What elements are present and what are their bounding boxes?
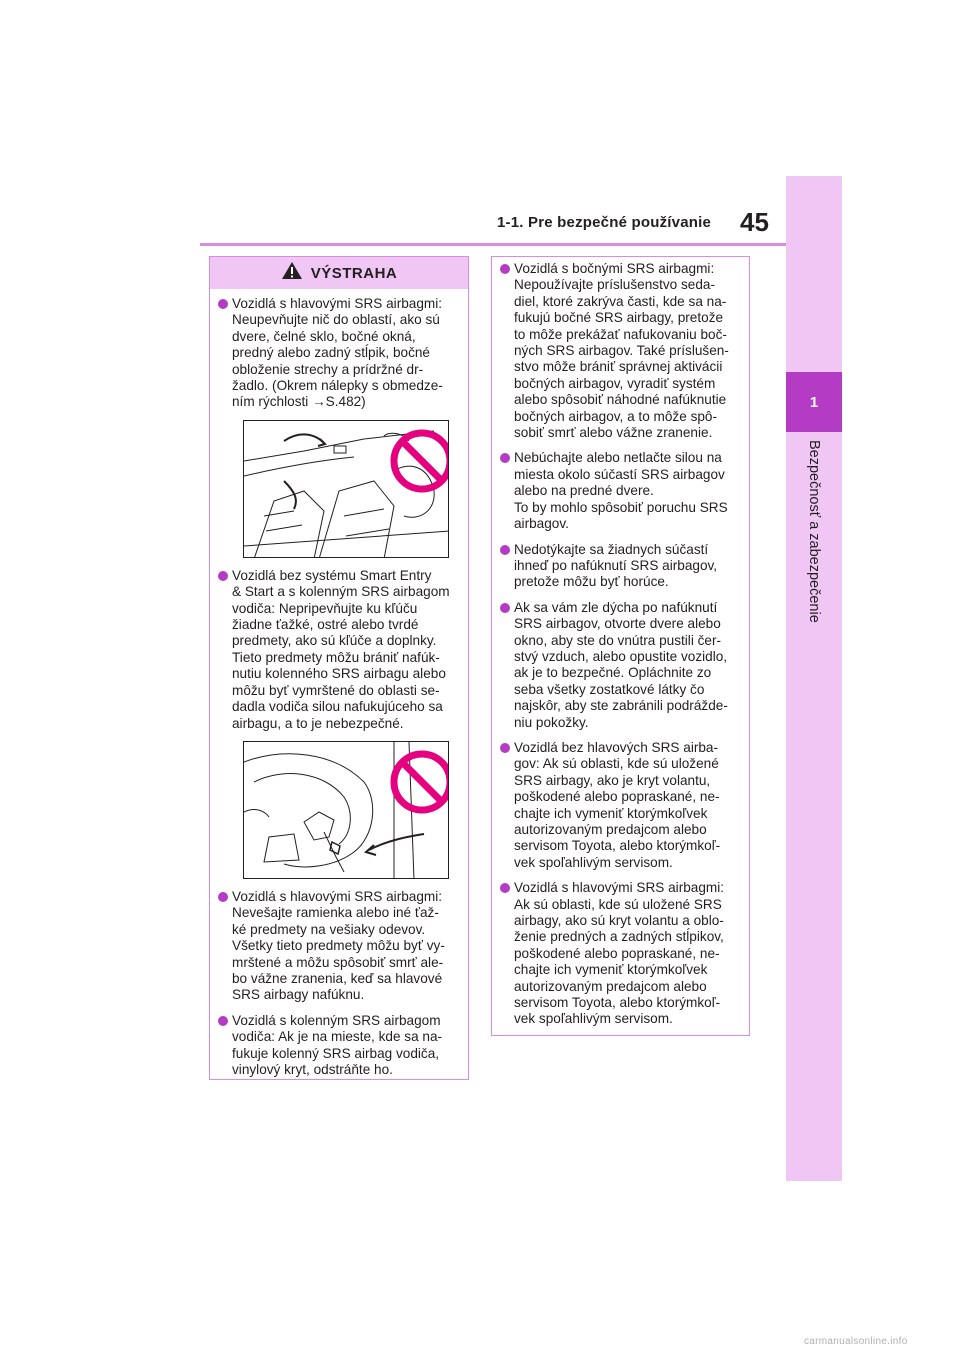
section-title: 1-1. Pre bezpečné používanie xyxy=(497,214,712,231)
footer-watermark: carmanualsonline.info xyxy=(804,1336,908,1347)
item-text: Nedotýkajte sa žiadnych súčastí ihneď po nafúknutí SRS airbagov, pretože môžu byť horúce. xyxy=(514,541,718,590)
list-item xyxy=(218,889,462,1004)
list-item xyxy=(500,542,743,591)
prohibited-icon xyxy=(394,433,449,489)
list-item xyxy=(500,261,743,441)
bullet-icon xyxy=(500,453,510,463)
item-text: Vozidlá bez systému Smart Entry & Start a s kolenným SRS airbagom vodiča: Nepripevňujte ku kľúču žiadne ťažké, ostré alebo tvrdé predmety, ako sú kľúče a doplnky. Tieto predmety môžu brániť nafúk- nutiu kolenného SRS airbagu alebo môžu byť vymrštené do oblasti se- dadla vodiča silou nafukujúceho sa airbagu, a to je nebezpečné. xyxy=(232,567,450,731)
list-item xyxy=(500,450,743,532)
warning-box-left xyxy=(209,256,469,1080)
chapter-label: Bezpečnosť a zabezpečenie xyxy=(806,440,822,623)
item-text: Nebúchajte alebo netlačte silou na miesta okolo súčastí SRS airbagov alebo na predné dvere. To by mohlo spôsobiť poruchu SRS airbagov. xyxy=(514,450,728,532)
list-item xyxy=(500,600,743,731)
bullet-icon xyxy=(218,299,228,309)
illustration-key-knee-airbag xyxy=(243,741,449,879)
warning-triangle-icon xyxy=(281,261,303,285)
item-text: Ak sa vám zle dýcha po nafúknutí SRS airbagov, otvorte dvere alebo okno, aby ste do vnútra pustili čer- stvý vzduch, alebo opustite vozidlo, ak je to bezpečné. Opláchnite zo seba všetky zostatkové látky čo najskôr, aby ste zabránili podrážde- niu pokožky. xyxy=(514,599,728,730)
bullet-icon xyxy=(218,1016,228,1026)
list-item xyxy=(218,296,462,411)
bullet-icon xyxy=(500,264,510,274)
bullet-icon xyxy=(500,883,510,893)
list-item xyxy=(218,1013,462,1079)
warning-title: VÝSTRAHA xyxy=(310,264,398,282)
steering-key-illustration xyxy=(244,742,449,879)
bullet-icon xyxy=(500,743,510,753)
illustration-head-airbag-area xyxy=(243,420,449,558)
warning-header xyxy=(210,257,468,289)
item-text: Vozidlá s kolenným SRS airbagom vodiča: Ak je na mieste, kde sa na- fukuje kolenný SRS airbag vodiča, vinylový kryt, odstráňte ho. xyxy=(232,1012,443,1077)
bullet-icon xyxy=(218,571,228,581)
bullet-icon xyxy=(500,603,510,613)
item-text: Vozidlá s hlavovými SRS airbagmi: Ak sú oblasti, kde sú uložené SRS airbagy, ako sú kryt volantu a oblo- ženie predných a zadných stĺpikov, poškodené alebo popraskané, ne- chajte ich vymeniť ktorýmkoľvek autorizovaným predajcom alebo servisom Toyota, alebo ktorýmkoľ- vek spoľahlivým servisom. xyxy=(514,880,725,1027)
item-text: Vozidlá s hlavovými SRS airbagmi: Nevešajte ramienka alebo iné ťaž- ké predmety na vešiaky odevov. Všetky tieto predmety môžu byť vy- mrštené a môžu spôsobiť smrť ale- bo vážne zranenia, keď sa hlavové SRS airbagy nafúknu. xyxy=(232,888,445,1003)
item-text: Vozidlá s bočnými SRS airbagmi: Nepoužívajte príslušenstvo seda- diel, ktoré zakrýva časti, kde sa na- fukujú bočné SRS airbagy, pretože to môže prekážať nafukovaniu boč- ných SRS airbagov. Také príslušen- stvo môže brániť správnej aktivácii bočných airbagov, vyradiť systém alebo spôsobiť náhodné nafúknutie bočných airbagov, a to môže spô- sobiť smrť alebo vážne zranenie. xyxy=(514,261,729,441)
chapter-number-tab: 1 xyxy=(786,372,842,432)
list-item xyxy=(500,880,743,1028)
side-tab-strip xyxy=(786,176,842,1181)
bullet-icon xyxy=(218,892,228,902)
item-text: Vozidlá bez hlavových SRS airba- gov: Ak sú oblasti, kde sú uložené SRS airbagy, ako je kryt volantu, poškodené alebo popraskané, ne- chajte ich vymeniť ktorýmkoľvek autorizovaným predajcom alebo servisom Toyota, alebo ktorýmkoľ- vek spoľahlivým servisom. xyxy=(514,739,721,870)
page-number: 45 xyxy=(740,207,769,237)
header-rule xyxy=(200,243,786,246)
list-item xyxy=(218,568,462,732)
warning-box-right xyxy=(491,256,750,1036)
list-item xyxy=(500,740,743,871)
car-interior-illustration xyxy=(244,421,449,558)
prohibited-icon xyxy=(394,754,449,810)
bullet-icon xyxy=(500,545,510,555)
item-text: Vozidlá s hlavovými SRS airbagmi: Neupevňujte nič do oblastí, ako sú dvere, čelné sklo, bočné okná, predný alebo zadný stĺpik, bočné obloženie strechy a prídržné dr- žadlo. (Okrem nálepky s obmedze- ním rýchlosti →S.482) xyxy=(232,296,443,410)
